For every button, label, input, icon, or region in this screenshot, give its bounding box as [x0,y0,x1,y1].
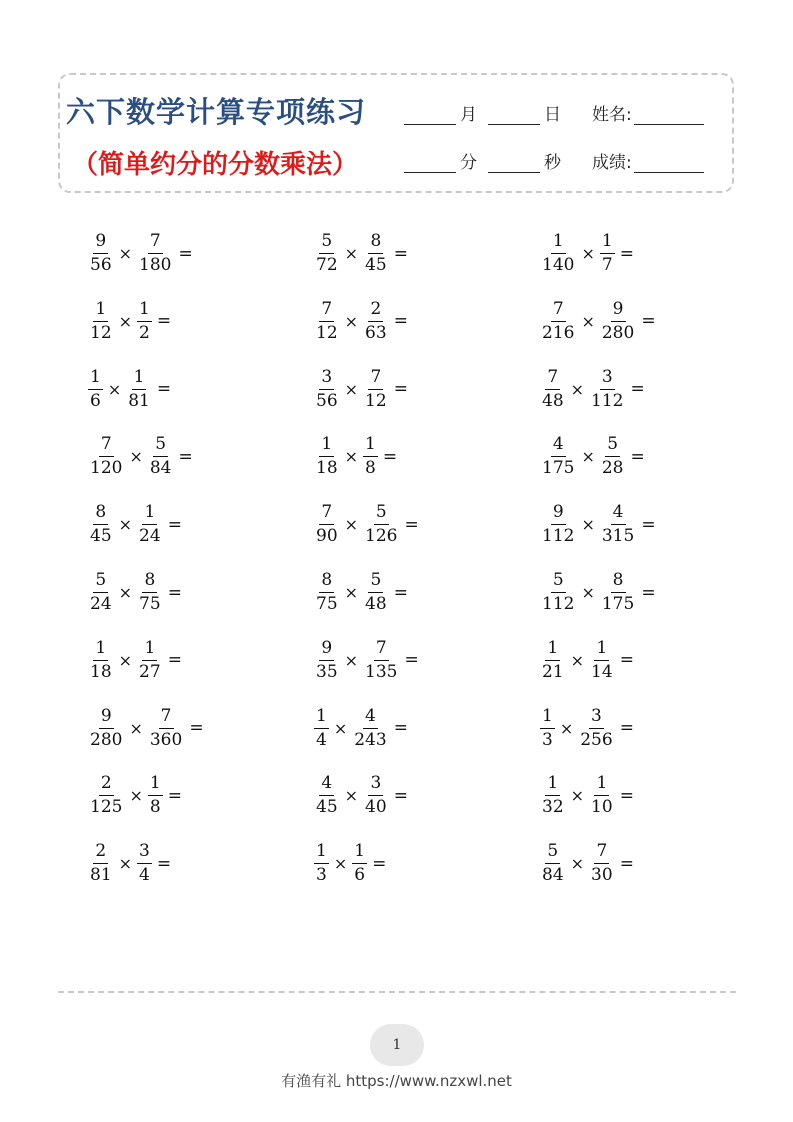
numerator: 5 [551,572,566,593]
numerator: 2 [99,775,114,796]
fraction [137,504,163,545]
numerator: 5 [545,843,560,864]
denominator: 48 [365,594,387,614]
problem-item [540,233,634,274]
times-sign: × [344,311,359,331]
fraction [578,705,614,750]
numerator: 7 [551,301,566,322]
worksheet-subtitle: （简单约分的分数乘法） [72,150,359,180]
fraction [540,843,566,884]
times-sign: × [129,718,143,738]
numerator: 7 [319,504,334,525]
problem-item [314,572,408,613]
second-blank[interactable] [488,156,540,173]
denominator: 81 [128,390,150,411]
times-sign: × [118,311,133,331]
fraction [137,843,152,884]
denominator: 84 [542,865,564,886]
numerator: 7 [594,843,609,864]
numerator: 2 [93,843,108,864]
problem-item [540,843,634,884]
numerator: 1 [314,708,329,729]
denominator: 280 [90,729,123,750]
denominator: 84 [149,458,172,479]
times-sign: × [118,854,133,874]
denominator: 315 [601,526,635,547]
fraction [540,298,576,343]
numerator: 4 [611,504,626,525]
times-sign: × [570,650,585,670]
score-field[interactable] [592,148,708,173]
numerator: 1 [142,504,157,525]
fraction [314,775,340,816]
denominator: 56 [90,255,112,275]
problem-item [540,298,656,343]
denominator: 24 [90,594,112,614]
denominator: 14 [591,661,613,682]
numerator: 1 [148,775,163,796]
numerator: 7 [159,708,174,729]
equals-sign: = [167,514,182,535]
denominator: 120 [90,458,123,479]
problem-item [540,436,645,477]
problem-item [88,775,182,816]
numerator: 9 [99,708,114,729]
denominator: 6 [90,390,101,411]
numerator: 1 [545,775,560,796]
problem-item [88,572,182,613]
times-sign: × [570,854,585,874]
fraction [88,436,124,477]
numerator: 8 [93,504,108,525]
equals-sign: = [382,446,398,467]
numerator: 1 [88,369,103,390]
fraction [600,436,626,477]
denominator: 40 [365,797,387,818]
problem-item [88,637,182,682]
equals-sign: = [156,311,172,332]
fraction [88,775,124,816]
numerator: 1 [93,301,108,322]
numerator: 4 [551,436,566,457]
denominator: 75 [316,594,338,614]
numerator: 8 [142,572,157,593]
times-sign: × [118,583,133,602]
fraction [137,233,173,274]
score-label: 成绩: [592,153,632,173]
equals-sign: = [393,243,408,264]
denominator: 45 [316,797,338,818]
equals-sign: = [619,853,634,874]
fraction [88,298,114,343]
second-field[interactable] [488,148,561,173]
equals-sign: = [641,514,656,535]
numerator: 5 [319,233,334,254]
equals-sign: = [156,379,172,400]
fraction [88,637,114,682]
problem-item [314,504,419,545]
name-blank[interactable] [634,108,704,125]
page-number-badge [370,1024,424,1066]
numerator: 1 [540,708,555,729]
numerator: 3 [589,708,604,729]
equals-sign: = [393,311,408,332]
numerator: 5 [93,572,108,593]
denominator: 21 [542,661,564,682]
equals-sign: = [393,785,408,806]
equals-sign: = [619,718,634,739]
numerator: 3 [600,369,615,390]
numerator: 7 [368,369,383,390]
numerator: 8 [611,572,626,593]
denominator: 72 [316,255,338,275]
times-sign: × [581,447,595,467]
numerator: 4 [363,708,378,729]
problem-item [88,504,182,545]
worksheet-title: 六下数学计算专项练习 [66,95,367,129]
denominator: 18 [316,458,338,479]
denominator: 10 [591,797,613,818]
problem-item [314,843,386,884]
page-number: 1 [392,1037,402,1053]
problem-item [314,775,408,816]
numerator: 1 [363,436,378,457]
denominator: 4 [139,865,150,886]
denominator: 48 [542,390,564,411]
equals-sign: = [178,243,193,264]
times-sign: × [129,447,143,467]
times-sign: × [344,244,359,263]
times-sign: × [118,515,133,535]
denominator: 3 [542,729,553,750]
denominator: 30 [591,865,613,886]
numerator: 1 [319,436,334,457]
times-sign: × [344,515,359,535]
numerator: 1 [352,843,367,864]
fraction [363,504,399,545]
denominator: 135 [365,661,398,682]
denominator: 256 [580,729,613,750]
numerator: 3 [137,843,152,864]
fraction [540,504,576,545]
numerator: 2 [368,301,383,322]
numerator: 9 [93,233,108,254]
fraction [314,366,340,411]
numerator: 4 [319,775,334,796]
equals-sign: = [393,718,408,739]
fraction [352,843,367,884]
day-label: 日 [544,105,561,125]
problem-item [540,637,634,682]
second-label: 秒 [544,153,561,173]
problem-item [314,705,408,750]
numerator: 5 [153,436,168,457]
fraction [363,298,389,343]
numerator: 9 [551,504,566,525]
fraction [540,705,555,750]
denominator: 90 [316,526,338,547]
problem-item [88,298,172,343]
problem-item [88,233,193,274]
equals-sign: = [189,718,204,739]
numerator: 1 [551,233,566,254]
times-sign: × [581,515,595,535]
times-sign: × [581,244,595,263]
equals-sign: = [393,582,408,603]
denominator: 45 [365,255,387,275]
times-sign: × [570,379,585,399]
denominator: 175 [542,458,575,479]
denominator: 56 [316,390,338,411]
fraction [540,572,576,613]
equals-sign: = [641,311,656,332]
problem-item [314,298,408,343]
minute-blank[interactable] [404,156,456,173]
numerator: 9 [611,301,626,322]
denominator: 180 [139,255,172,275]
numerator: 5 [605,436,620,457]
denominator: 3 [316,865,327,886]
fraction [314,233,340,274]
fraction [589,637,615,682]
denominator: 2 [139,322,150,343]
denominator: 63 [365,322,387,343]
fraction [363,572,389,613]
times-sign: × [107,379,122,399]
fraction [363,366,389,411]
fraction [540,775,566,816]
numerator: 1 [314,843,329,864]
denominator: 45 [90,526,112,547]
month-label: 月 [460,105,477,125]
fraction [314,436,340,477]
times-sign: × [570,786,585,806]
equals-sign: = [619,650,634,671]
numerator: 1 [545,640,560,661]
times-sign: × [344,786,359,806]
numerator: 1 [594,775,609,796]
fraction [540,366,566,411]
numerator: 7 [148,233,163,254]
denominator: 112 [591,390,624,411]
numerator: 7 [99,436,114,457]
minute-label: 分 [460,153,477,173]
numerator: 9 [319,640,334,661]
denominator: 27 [139,661,161,682]
fraction [137,298,152,343]
denominator: 12 [316,322,338,343]
problem-item [314,233,408,274]
numerator: 1 [600,233,615,254]
denominator: 7 [601,255,613,275]
times-sign: × [129,786,143,806]
denominator: 28 [601,458,624,479]
numerator: 7 [374,640,389,661]
times-sign: × [344,650,359,670]
fraction [137,637,163,682]
day-blank[interactable] [488,108,540,125]
times-sign: × [344,583,359,602]
denominator: 125 [90,797,123,818]
fraction [352,705,388,750]
problem-item [540,705,634,750]
times-sign: × [344,379,359,399]
fraction [589,775,615,816]
fraction [540,233,576,274]
problem-item [88,843,171,884]
fraction [600,298,636,343]
fraction [137,572,163,613]
denominator: 12 [365,390,387,411]
day-field[interactable] [488,100,561,125]
fraction [600,504,636,545]
denominator: 6 [354,865,366,886]
times-sign: × [581,311,595,331]
equals-sign: = [156,853,172,874]
numerator: 5 [374,504,389,525]
fraction [314,843,329,884]
denominator: 216 [542,322,575,343]
problem-item [314,637,419,682]
numerator: 7 [545,369,560,390]
equals-sign: = [404,650,419,671]
denominator: 140 [542,255,575,275]
denominator: 12 [90,322,112,343]
equals-sign: = [619,243,634,264]
numerator: 1 [132,369,147,390]
score-blank[interactable] [634,156,704,173]
fraction [363,233,389,274]
numerator: 3 [368,775,383,796]
fraction [88,572,114,613]
equals-sign: = [167,650,182,671]
fraction [314,637,340,682]
numerator: 1 [93,640,108,661]
fraction [363,436,378,477]
fraction [88,843,114,884]
denominator: 81 [90,865,112,886]
numerator: 1 [594,640,609,661]
equals-sign: = [630,379,645,400]
denominator: 112 [542,526,575,547]
numerator: 8 [368,233,383,254]
denominator: 18 [90,661,112,682]
problem-item [88,436,193,477]
equals-sign: = [619,785,634,806]
denominator: 280 [601,322,635,343]
fraction [88,504,114,545]
problem-item [88,366,172,411]
numerator: 7 [319,301,334,322]
fraction [314,705,329,750]
fraction [126,366,152,411]
problem-item [88,705,204,750]
denominator: 8 [149,797,161,818]
equals-sign: = [641,582,656,603]
problem-item [540,775,634,816]
name-label: 姓名: [592,105,632,125]
denominator: 175 [601,594,635,614]
fraction [600,233,615,274]
numerator: 5 [368,572,383,593]
site-watermark: 有渔有礼 https://www.nzxwl.net [281,1072,512,1090]
problem-item [540,572,656,613]
fraction [314,572,340,613]
problem-item [314,366,408,411]
fraction [540,637,566,682]
fraction [363,637,399,682]
fraction [148,775,163,816]
fraction [88,705,124,750]
equals-sign: = [372,853,387,874]
numerator: 1 [137,301,152,322]
denominator: 126 [365,526,398,547]
fraction [589,843,615,884]
fraction [148,705,184,750]
denominator: 4 [316,729,327,750]
minute-field[interactable] [404,148,477,173]
equals-sign: = [167,785,182,806]
denominator: 35 [316,661,338,682]
problem-item [540,366,645,411]
times-sign: × [333,718,348,738]
denominator: 112 [542,594,575,614]
times-sign: × [118,650,133,670]
denominator: 24 [139,526,161,547]
equals-sign: = [393,379,408,400]
fraction [88,233,114,274]
denominator: 8 [365,458,376,479]
numerator: 1 [142,640,157,661]
fraction [148,436,174,477]
numerator: 3 [319,369,334,390]
denominator: 243 [354,729,387,750]
month-field[interactable] [404,100,477,125]
equals-sign: = [404,514,419,535]
times-sign: × [118,244,133,263]
times-sign: × [559,718,574,738]
equals-sign: = [167,582,182,603]
times-sign: × [581,583,595,602]
denominator: 360 [149,729,183,750]
fraction [314,504,340,545]
fraction [589,366,625,411]
name-field[interactable] [592,100,708,125]
footer-divider [58,991,736,993]
fraction [363,775,389,816]
numerator: 8 [319,572,334,593]
denominator: 32 [542,797,564,818]
fraction [88,366,103,411]
fraction [314,298,340,343]
equals-sign: = [630,446,645,467]
fraction [540,436,576,477]
problem-item [314,436,397,477]
problem-item [540,504,656,545]
times-sign: × [333,854,348,874]
times-sign: × [344,447,359,467]
fraction [600,572,636,613]
month-blank[interactable] [404,108,456,125]
denominator: 75 [139,594,161,614]
equals-sign: = [178,446,193,467]
